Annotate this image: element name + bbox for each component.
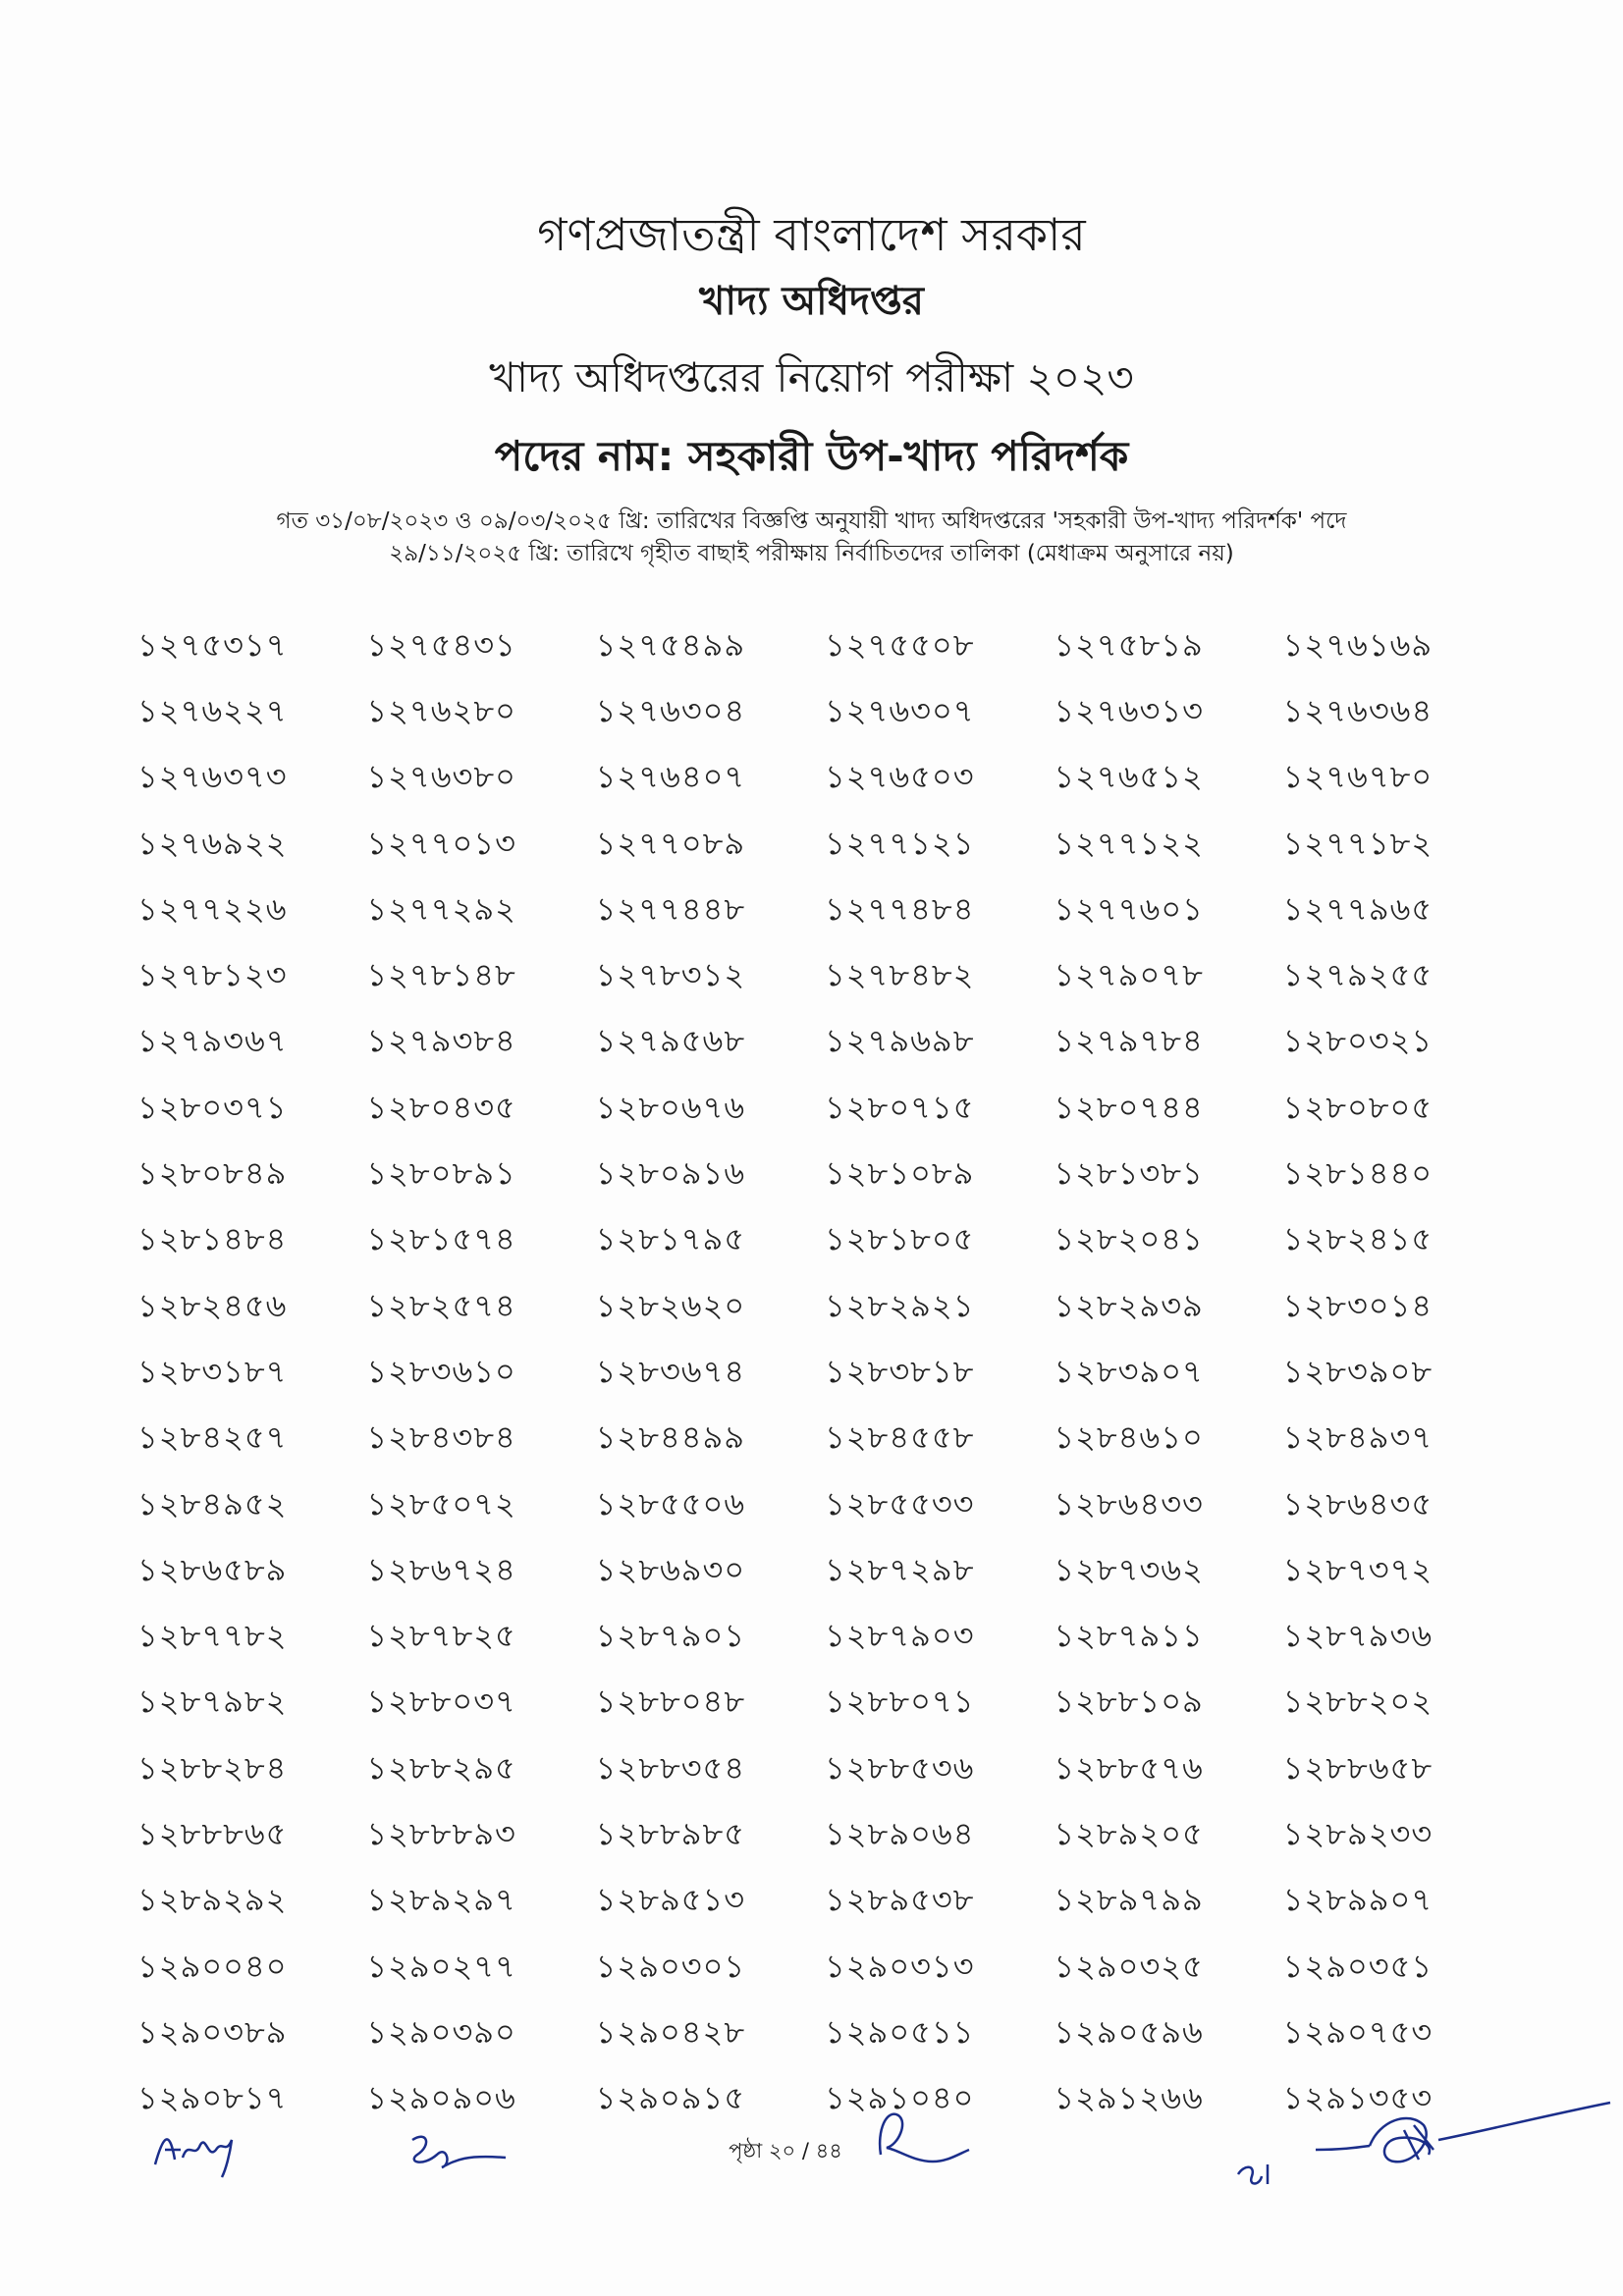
roll-number: ১২৮০৪৩৫: [366, 1088, 516, 1126]
roll-number: ১২৭৮৩১২: [595, 956, 746, 994]
roll-number: ১২৭৭১৮২: [1282, 824, 1434, 862]
roll-number: ১২৮৮৫৭৬: [1054, 1748, 1204, 1787]
roll-number: ১২৭৬৩৭৩: [137, 758, 288, 796]
roll-number: ১২৮৭৮২৫: [366, 1617, 516, 1655]
roll-number: ১২৭৭১২২: [1054, 824, 1204, 862]
roll-number: ১২৯০৩০১: [595, 1947, 746, 1985]
roll-number: ১২৭৯৩৬৭: [137, 1022, 288, 1060]
post-title: পদের নাম: সহকারী উপ-খাদ্য পরিদর্শক: [494, 432, 1129, 480]
roll-number: ১২৮৭২৯৮: [824, 1550, 975, 1588]
roll-number: ১২৯০৮১৭: [137, 2079, 288, 2117]
roll-number: ১২৭৬৭৮০: [1282, 758, 1434, 796]
roll-number: ১২৯০৯১৫: [595, 2079, 746, 2117]
roll-number: ১২৮৭৭৮২: [137, 1617, 288, 1655]
roll-number: ১২৭৬২৮০: [366, 691, 516, 729]
roll-number: ১২৭৮১২৩: [137, 956, 288, 994]
page-number: পৃষ্ঠা ২০ / ৪৪: [729, 2139, 842, 2163]
roll-number: ১২৮১৮০৫: [824, 1220, 975, 1258]
roll-number: ১২৮৮০৭১: [824, 1682, 975, 1721]
roll-number: ১২৮৮২৯৫: [366, 1748, 516, 1787]
roll-number: ১২৮৯৫৩৮: [824, 1881, 975, 1919]
roll-number: ১২৭৬৩০৭: [824, 691, 975, 729]
roll-number: ১২৯০৩২৫: [1054, 1947, 1204, 1985]
roll-number: ১২৮৮২৮৪: [137, 1748, 288, 1787]
roll-number: ১২৯১৩৫৩: [1282, 2079, 1434, 2117]
roll-number: ১২৭৭০৮৯: [595, 824, 746, 862]
roll-number: ১২৮১৩৮১: [1054, 1154, 1204, 1193]
roll-number: ১২৮৩০১৪: [1282, 1286, 1434, 1324]
roll-number: ১২৮০৩২১: [1282, 1022, 1434, 1060]
roll-number: ১২৭৭২২৬: [137, 889, 288, 928]
roll-number: ১২৮৭৯৩৬: [1282, 1617, 1434, 1655]
government-title: গণপ্রজাতন্ত্রী বাংলাদেশ সরকার: [537, 208, 1086, 261]
roll-number: ১২৯১২৬৬: [1054, 2079, 1204, 2117]
roll-number: ১২৮৫০৭২: [366, 1484, 516, 1522]
roll-number: ১২৭৭৪৮৪: [824, 889, 975, 928]
roll-number: ১২৭৭২৯২: [366, 889, 516, 928]
department-title: খাদ্য অধিদপ্তর: [699, 279, 924, 324]
roll-number: ১২৮৯২০৫: [1054, 1814, 1204, 1852]
roll-number: ১২৯০৩৫১: [1282, 1947, 1434, 1985]
roll-number: ১২৯০৩৮৯: [137, 2012, 288, 2051]
roll-number: ১২৮৮২০২: [1282, 1682, 1434, 1721]
roll-number: ১২৮৫৫০৬: [595, 1484, 746, 1522]
roll-number: ১২৭৫৫০৮: [824, 625, 975, 664]
roll-number: ১২৮৮৮৬৫: [137, 1814, 288, 1852]
roll-number: ১২৭৬৩১৩: [1054, 691, 1204, 729]
roll-number: ১২৮২৯২১: [824, 1286, 975, 1324]
roll-number: ১২৮৪৩৮৪: [366, 1418, 516, 1457]
roll-number: ১২৮৩১৮৭: [137, 1352, 288, 1390]
roll-number: ১২৮৩৯০৭: [1054, 1352, 1204, 1390]
roll-number: ১২৮১৫৭৪: [366, 1220, 516, 1258]
roll-number: ১২৮৭৯১১: [1054, 1617, 1204, 1655]
roll-number: ১২৭৭৯৬৫: [1282, 889, 1434, 928]
roll-number: ১২৮৩৬১০: [366, 1352, 516, 1390]
roll-number: ১২৯১০৪০: [824, 2079, 975, 2117]
roll-number: ১২৯০৭৫৩: [1282, 2012, 1434, 2051]
roll-number: ১২৮০৮৪৯: [137, 1154, 288, 1193]
signature-4: [1311, 2091, 1615, 2189]
roll-number: ১২৭৯৬৯৮: [824, 1022, 975, 1060]
notice-line-1: গত ৩১/০৮/২০২৩ ও ০৯/০৩/২০২৫ খ্রি: তারিখের বিজ্ঞপ্তি অনুযায়ী খাদ্য অধিদপ্তরের 'সহকারী উপ-খাদ্য পরিদর্শক' পদে: [276, 508, 1347, 534]
roll-number: ১২৭৭০১৩: [366, 824, 516, 862]
roll-number: ১২৮৭৩৭২: [1282, 1550, 1434, 1588]
roll-number: ১২৮৯২৯২: [137, 1881, 288, 1919]
roll-number: ১২৯০২৭৭: [366, 1947, 516, 1985]
roll-number: ১২৮৮৩৫৪: [595, 1748, 746, 1787]
roll-number: ১২৮৪২৫৭: [137, 1418, 288, 1457]
roll-number: ১২৭৯৭৮৪: [1054, 1022, 1204, 1060]
signature-1: [147, 2110, 255, 2179]
roll-number: ১২৭৬১৬৯: [1282, 625, 1434, 664]
roll-number: ১২৮৭৯৮২: [137, 1682, 288, 1721]
roll-number: ১২৭৬২২৭: [137, 691, 288, 729]
roll-number: ১২৮০৯১৬: [595, 1154, 746, 1193]
roll-number: ১২৭৯৩৮৪: [366, 1022, 516, 1060]
roll-number: ১২৯০৯০৬: [366, 2079, 516, 2117]
roll-number: ১২৮০৭১৫: [824, 1088, 975, 1126]
roll-number: ১২৭৯২৫৫: [1282, 956, 1434, 994]
roll-number: ১২৮২০৪১: [1054, 1220, 1204, 1258]
roll-number: ১২৮৬৭২৪: [366, 1550, 516, 1588]
roll-number: ১২৮০৩৭১: [137, 1088, 288, 1126]
roll-number: ১২৮৩৯০৮: [1282, 1352, 1434, 1390]
roll-number: ১২৮৫৫৩৩: [824, 1484, 975, 1522]
roll-number: ১২৭৬৫০৩: [824, 758, 975, 796]
roll-number: ১২৯০৩১৩: [824, 1947, 975, 1985]
roll-number: ১২৯০০৪০: [137, 1947, 288, 1985]
roll-number: ১২৯০৫৯৬: [1054, 2012, 1204, 2051]
roll-number: ১২৮৬৫৮৯: [137, 1550, 288, 1588]
roll-number: ১২৮৪৬১০: [1054, 1418, 1204, 1457]
roll-number: ১২৮৮৯৮৫: [595, 1814, 746, 1852]
notice-line-2: ২৯/১১/২০২৫ খ্রি: তারিখে গৃহীত বাছাই পরীক্ষায় নির্বাচিতদের তালিকা (মেধাক্রম অনুসারে নয়): [389, 541, 1234, 566]
roll-number: ১২৮৩৬৭৪: [595, 1352, 746, 1390]
roll-number: ১২৮৮৮৯৩: [366, 1814, 516, 1852]
roll-number: ১২৮২৪১৫: [1282, 1220, 1434, 1258]
roll-number: ১২৮৩৮১৮: [824, 1352, 975, 1390]
roll-number: ১২৭৭৬০১: [1054, 889, 1204, 928]
initial-mark: [1232, 2155, 1281, 2194]
roll-number: ১২৮৪৯৫২: [137, 1484, 288, 1522]
signature-3: [869, 2101, 977, 2179]
roll-number: ১২৮০৬৭৬: [595, 1088, 746, 1126]
roll-number: ১২৮৮১০৯: [1054, 1682, 1204, 1721]
roll-number: ১২৭৫৪৯৯: [595, 625, 746, 664]
exam-title: খাদ্য অধিদপ্তরের নিয়োগ পরীক্ষা ২০২৩: [489, 353, 1134, 401]
roll-number: ১২৭৬৩৬৪: [1282, 691, 1434, 729]
roll-number: ১২৮২৪৫৬: [137, 1286, 288, 1324]
roll-number: ১২৭৭১২১: [824, 824, 975, 862]
roll-number: ১২৭৬৪০৭: [595, 758, 746, 796]
roll-number: ১২৭৬৩০৪: [595, 691, 746, 729]
roll-number: ১২৭৬৩৮০: [366, 758, 516, 796]
roll-number: ১২৮৮০৪৮: [595, 1682, 746, 1721]
roll-number: ১২৭৯৫৬৮: [595, 1022, 746, 1060]
roll-number: ১২৮৯২৯৭: [366, 1881, 516, 1919]
roll-number: ১২৮১৪৪০: [1282, 1154, 1434, 1193]
roll-number: ১২৮২৯৩৯: [1054, 1286, 1204, 1324]
roll-number: ১২৮২৬২০: [595, 1286, 746, 1324]
roll-number: ১২৭৬৯২২: [137, 824, 288, 862]
roll-number: ১২৮৮৫৩৬: [824, 1748, 975, 1787]
roll-number: ১২৮০৭৪৪: [1054, 1088, 1204, 1126]
roll-number: ১২৮২৫৭৪: [366, 1286, 516, 1324]
roll-number: ১২৮৭৩৬২: [1054, 1550, 1204, 1588]
roll-number: ১২৮৮০৩৭: [366, 1682, 516, 1721]
roll-number: ১২৭৫৩১৭: [137, 625, 288, 664]
roll-number: ১২৮৪৪৯৯: [595, 1418, 746, 1457]
roll-number: ১২৮৯২৩৩: [1282, 1814, 1434, 1852]
roll-number: ১২৮৬৪৩৫: [1282, 1484, 1434, 1522]
roll-number: ১২৮৯০৬৪: [824, 1814, 975, 1852]
roll-number: ১২৯০৫১১: [824, 2012, 975, 2051]
roll-number: ১২৮৭৯০৩: [824, 1617, 975, 1655]
roll-number: ১২৭৫৪৩১: [366, 625, 516, 664]
roll-number: ১২৮৪৯৩৭: [1282, 1418, 1434, 1457]
roll-number: ১২৮৯৫১৩: [595, 1881, 746, 1919]
roll-number: ১২৯০৪২৮: [595, 2012, 746, 2051]
roll-number: ১২৮১৭৯৫: [595, 1220, 746, 1258]
roll-number: ১২৭৮৪৮২: [824, 956, 975, 994]
roll-number: ১২৭৬৫১২: [1054, 758, 1204, 796]
roll-number: ১২৮০৮৯১: [366, 1154, 516, 1193]
roll-number: ১২৯০৩৯০: [366, 2012, 516, 2051]
roll-number: ১২৮৪৫৫৮: [824, 1418, 975, 1457]
roll-number-grid: [137, 614, 1512, 2133]
roll-number: ১২৮৬৯৩০: [595, 1550, 746, 1588]
roll-number: ১২৭৮১৪৮: [366, 956, 516, 994]
roll-number: ১২৮১০৮৯: [824, 1154, 975, 1193]
roll-number: ১২৮১৪৮৪: [137, 1220, 288, 1258]
roll-number: ১২৮৯৭৯৯: [1054, 1881, 1204, 1919]
roll-number: ১২৭৯০৭৮: [1054, 956, 1204, 994]
roll-number: ১২৮৭৯০১: [595, 1617, 746, 1655]
roll-number: ১২৮৬৪৩৩: [1054, 1484, 1204, 1522]
roll-number: ১২৭৭৪৪৮: [595, 889, 746, 928]
roll-number: ১২৮৮৬৫৮: [1282, 1748, 1434, 1787]
roll-number: ১২৮৯৯০৭: [1282, 1881, 1434, 1919]
signature-2: [398, 2120, 515, 2179]
roll-number: ১২৭৫৮১৯: [1054, 625, 1204, 664]
roll-number: ১২৮০৮০৫: [1282, 1088, 1434, 1126]
